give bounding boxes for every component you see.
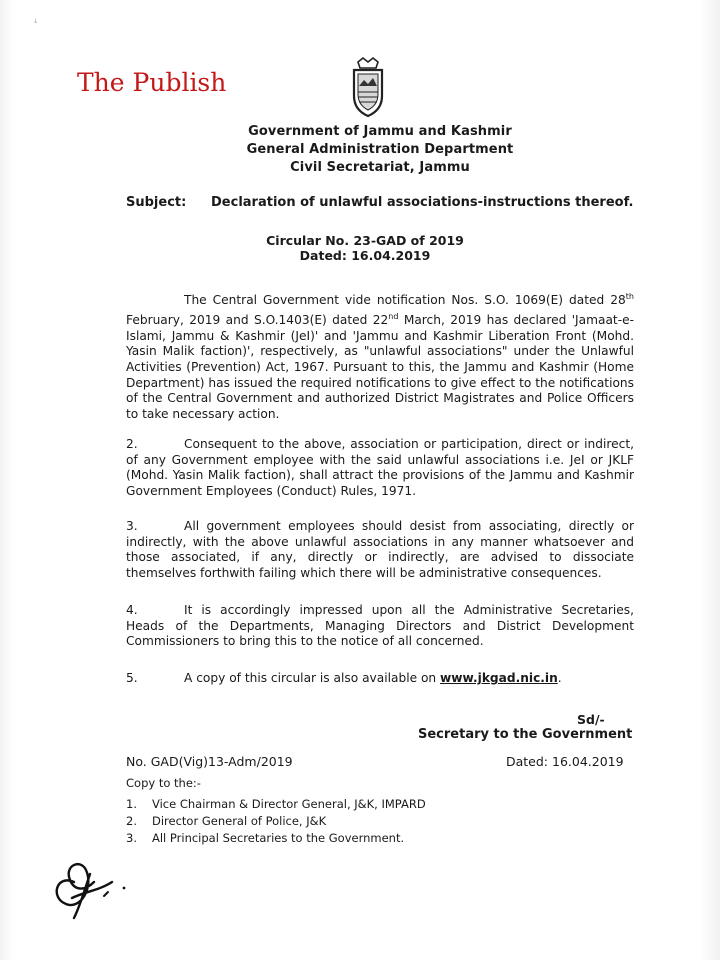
paragraph-1-text: The Central Government vide notification Nos. S.O. 1069(E) dated 28th February, 2019 and S.O.1403(E) dated 22nd March, 2019 has declared 'Jamaat-e-Islami, Jammu & Kashmir (JeI)' and 'Jammu and Kashmir Liberation Front (Mohd. Yasin Malik faction)', respectively, as "unlawful associations" under the Unlawful Activities (Prevention) Act, 1967. Pursuant to this, the Jammu and Kashmir (Home Department) has issued the required notifications to give effect to the notifications of the Central Government and authorized District Magistrates and Police Officers to take necessary action. — [126, 292, 634, 422]
paragraph-2-number: 2. — [126, 437, 138, 451]
circular-date: Dated: 16.04.2019 — [299, 248, 431, 263]
reference-date: Dated: 16.04.2019 — [506, 754, 624, 769]
paragraph-3 — [126, 519, 634, 582]
list-item: 3. All Principal Secretaries to the Government. — [126, 831, 405, 845]
subject-label: Subject: — [126, 195, 187, 210]
signed-mark: Sd/- — [577, 712, 605, 727]
circular-number: Circular No. 23-GAD of 2019 — [266, 233, 464, 248]
list-item: 1. Vice Chairman & Director General, J&K, IMPARD — [126, 797, 426, 811]
paragraph-5-text: A copy of this circular is also available on — [184, 671, 437, 685]
paragraph-1 — [126, 289, 634, 423]
header-department: General Administration Department — [246, 142, 514, 157]
subject-text: Declaration of unlawful associations-instructions thereof. — [211, 195, 634, 210]
paragraph-3-number: 3. — [126, 519, 138, 533]
paragraph-5-suffix: . — [557, 671, 562, 685]
corner-mark: ↓ — [33, 18, 39, 25]
publisher-watermark: The Publish — [77, 68, 227, 97]
paragraph-3-text: All government employees should desist from associating, directly or indirectly, with the above unlawful associations in any manner whatsoever and those associated, if any, directly or indirectly, are advised to dissociate themselves forthwith failing which there will be administrative consequences. — [126, 519, 634, 581]
gad-website-link[interactable]: www.jkgad.nic.in — [440, 671, 558, 685]
reference-number: No. GAD(Vig)13-Adm/2019 — [126, 754, 293, 769]
paragraph-2 — [126, 437, 634, 500]
list-item: 2. Director General of Police, J&K — [126, 814, 327, 828]
signatory-title: Secretary to the Government — [418, 727, 633, 742]
copy-to-label: Copy to the:- — [126, 776, 201, 790]
header-secretariat: Civil Secretariat, Jammu — [290, 160, 470, 175]
paragraph-4-number: 4. — [126, 603, 138, 617]
header-government: Government of Jammu and Kashmir — [248, 124, 512, 139]
paragraph-5 — [126, 671, 634, 687]
copy-to-list — [126, 796, 426, 847]
paragraph-4 — [126, 603, 634, 650]
state-emblem-icon — [348, 56, 388, 120]
paragraph-5-number: 5. — [126, 671, 138, 685]
paragraph-2-text: Consequent to the above, association or participation, direct or indirect, of any Government employee with the said unlawful associations i.e. JeI or JKLF (Mohd. Yasin Malik faction), shall attract the provisions of the Jammu and Kashmir Government Employees (Conduct) Rules, 1971. — [126, 437, 634, 499]
paragraph-4-text: It is accordingly impressed upon all the Administrative Secretaries, Heads of the Departments, Managing Directors and District Development Commissioners to bring this to the notice of all concerned. — [126, 603, 634, 649]
handwritten-signature — [44, 852, 128, 922]
